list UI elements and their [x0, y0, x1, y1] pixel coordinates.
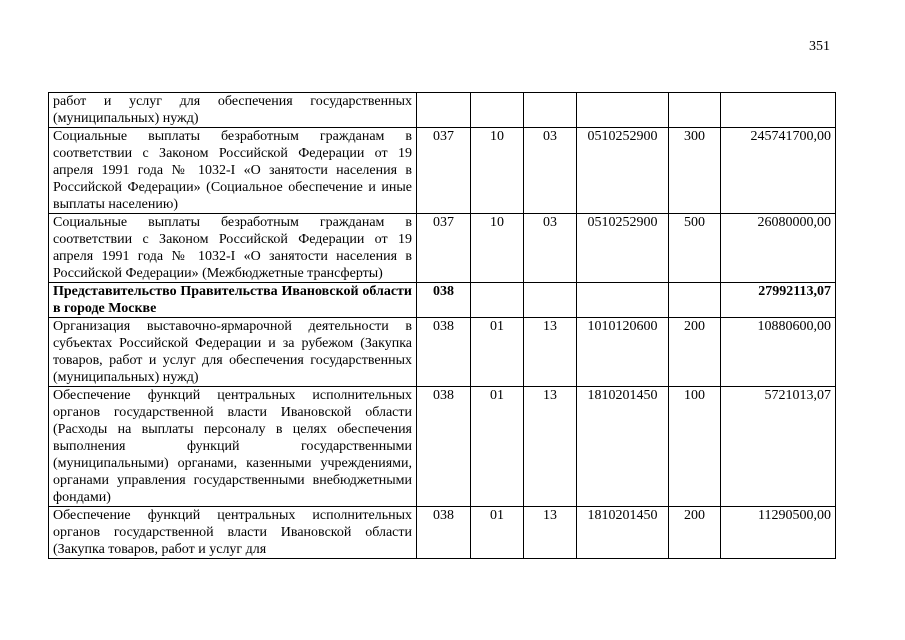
row-description: Социальные выплаты безработным гражданам в соответствии с Законом Российской Федерации от 19 апреля 1991 года № 1032-I «О занятости населения в Российской Федерации» (Социальное обеспечение и иные выплаты населению): [49, 128, 417, 214]
expense-type-code: 300: [669, 128, 721, 214]
ministry-code: 037: [417, 214, 471, 283]
target-code: [577, 93, 669, 128]
section-code: 10: [471, 214, 524, 283]
ministry-code: 038: [417, 507, 471, 559]
amount: 27992113,07: [721, 283, 836, 318]
amount: 10880600,00: [721, 318, 836, 387]
amount: 245741700,00: [721, 128, 836, 214]
target-code: 1010120600: [577, 318, 669, 387]
row-description: работ и услуг для обеспечения государственных (муниципальных) нужд): [49, 93, 417, 128]
section-code: 01: [471, 318, 524, 387]
section-code: [471, 283, 524, 318]
table-row: [49, 507, 836, 559]
amount: 11290500,00: [721, 507, 836, 559]
ministry-code: 037: [417, 128, 471, 214]
subsection-code: [524, 93, 577, 128]
section-code: 01: [471, 507, 524, 559]
ministry-code: 038: [417, 387, 471, 507]
section-code: 01: [471, 387, 524, 507]
expense-type-code: 100: [669, 387, 721, 507]
ministry-code: 038: [417, 283, 471, 318]
budget-table: [48, 92, 836, 559]
section-code: 10: [471, 128, 524, 214]
expense-type-code: [669, 283, 721, 318]
target-code: 1810201450: [577, 507, 669, 559]
subsection-code: 13: [524, 507, 577, 559]
page-number: 351: [809, 39, 830, 54]
expense-type-code: 200: [669, 507, 721, 559]
table-row: [49, 387, 836, 507]
table-row: [49, 128, 836, 214]
row-description: Обеспечение функций центральных исполнительных органов государственной власти Ивановской области (Расходы на выплаты персоналу в целях обеспечения выполнения функций государственными (муниципальными) органами, казенными учреждениями, органами управления государственными внебюджетными фондами): [49, 387, 417, 507]
subsection-code: 03: [524, 128, 577, 214]
target-code: 1810201450: [577, 387, 669, 507]
section-code: [471, 93, 524, 128]
subsection-code: 13: [524, 387, 577, 507]
amount: 5721013,07: [721, 387, 836, 507]
target-code: [577, 283, 669, 318]
ministry-code: [417, 93, 471, 128]
row-description: Представительство Правительства Ивановской области в городе Москве: [49, 283, 417, 318]
subsection-code: 03: [524, 214, 577, 283]
expense-type-code: 500: [669, 214, 721, 283]
amount: 26080000,00: [721, 214, 836, 283]
table-row: [49, 93, 836, 128]
table-row: [49, 214, 836, 283]
row-description: Обеспечение функций центральных исполнительных органов государственной власти Ивановской области (Закупка товаров, работ и услуг для: [49, 507, 417, 559]
table-row: [49, 318, 836, 387]
target-code: 0510252900: [577, 128, 669, 214]
subsection-code: 13: [524, 318, 577, 387]
amount: [721, 93, 836, 128]
expense-type-code: 200: [669, 318, 721, 387]
expense-type-code: [669, 93, 721, 128]
subsection-code: [524, 283, 577, 318]
target-code: 0510252900: [577, 214, 669, 283]
row-description: Социальные выплаты безработным гражданам в соответствии с Законом Российской Федерации от 19 апреля 1991 года № 1032-I «О занятости населения в Российской Федерации» (Межбюджетные трансферты): [49, 214, 417, 283]
row-description: Организация выставочно-ярмарочной деятельности в субъектах Российской Федерации и за рубежом (Закупка товаров, работ и услуг для обеспечения государственных (муниципальных) нужд): [49, 318, 417, 387]
table-row-section-header: [49, 283, 836, 318]
ministry-code: 038: [417, 318, 471, 387]
